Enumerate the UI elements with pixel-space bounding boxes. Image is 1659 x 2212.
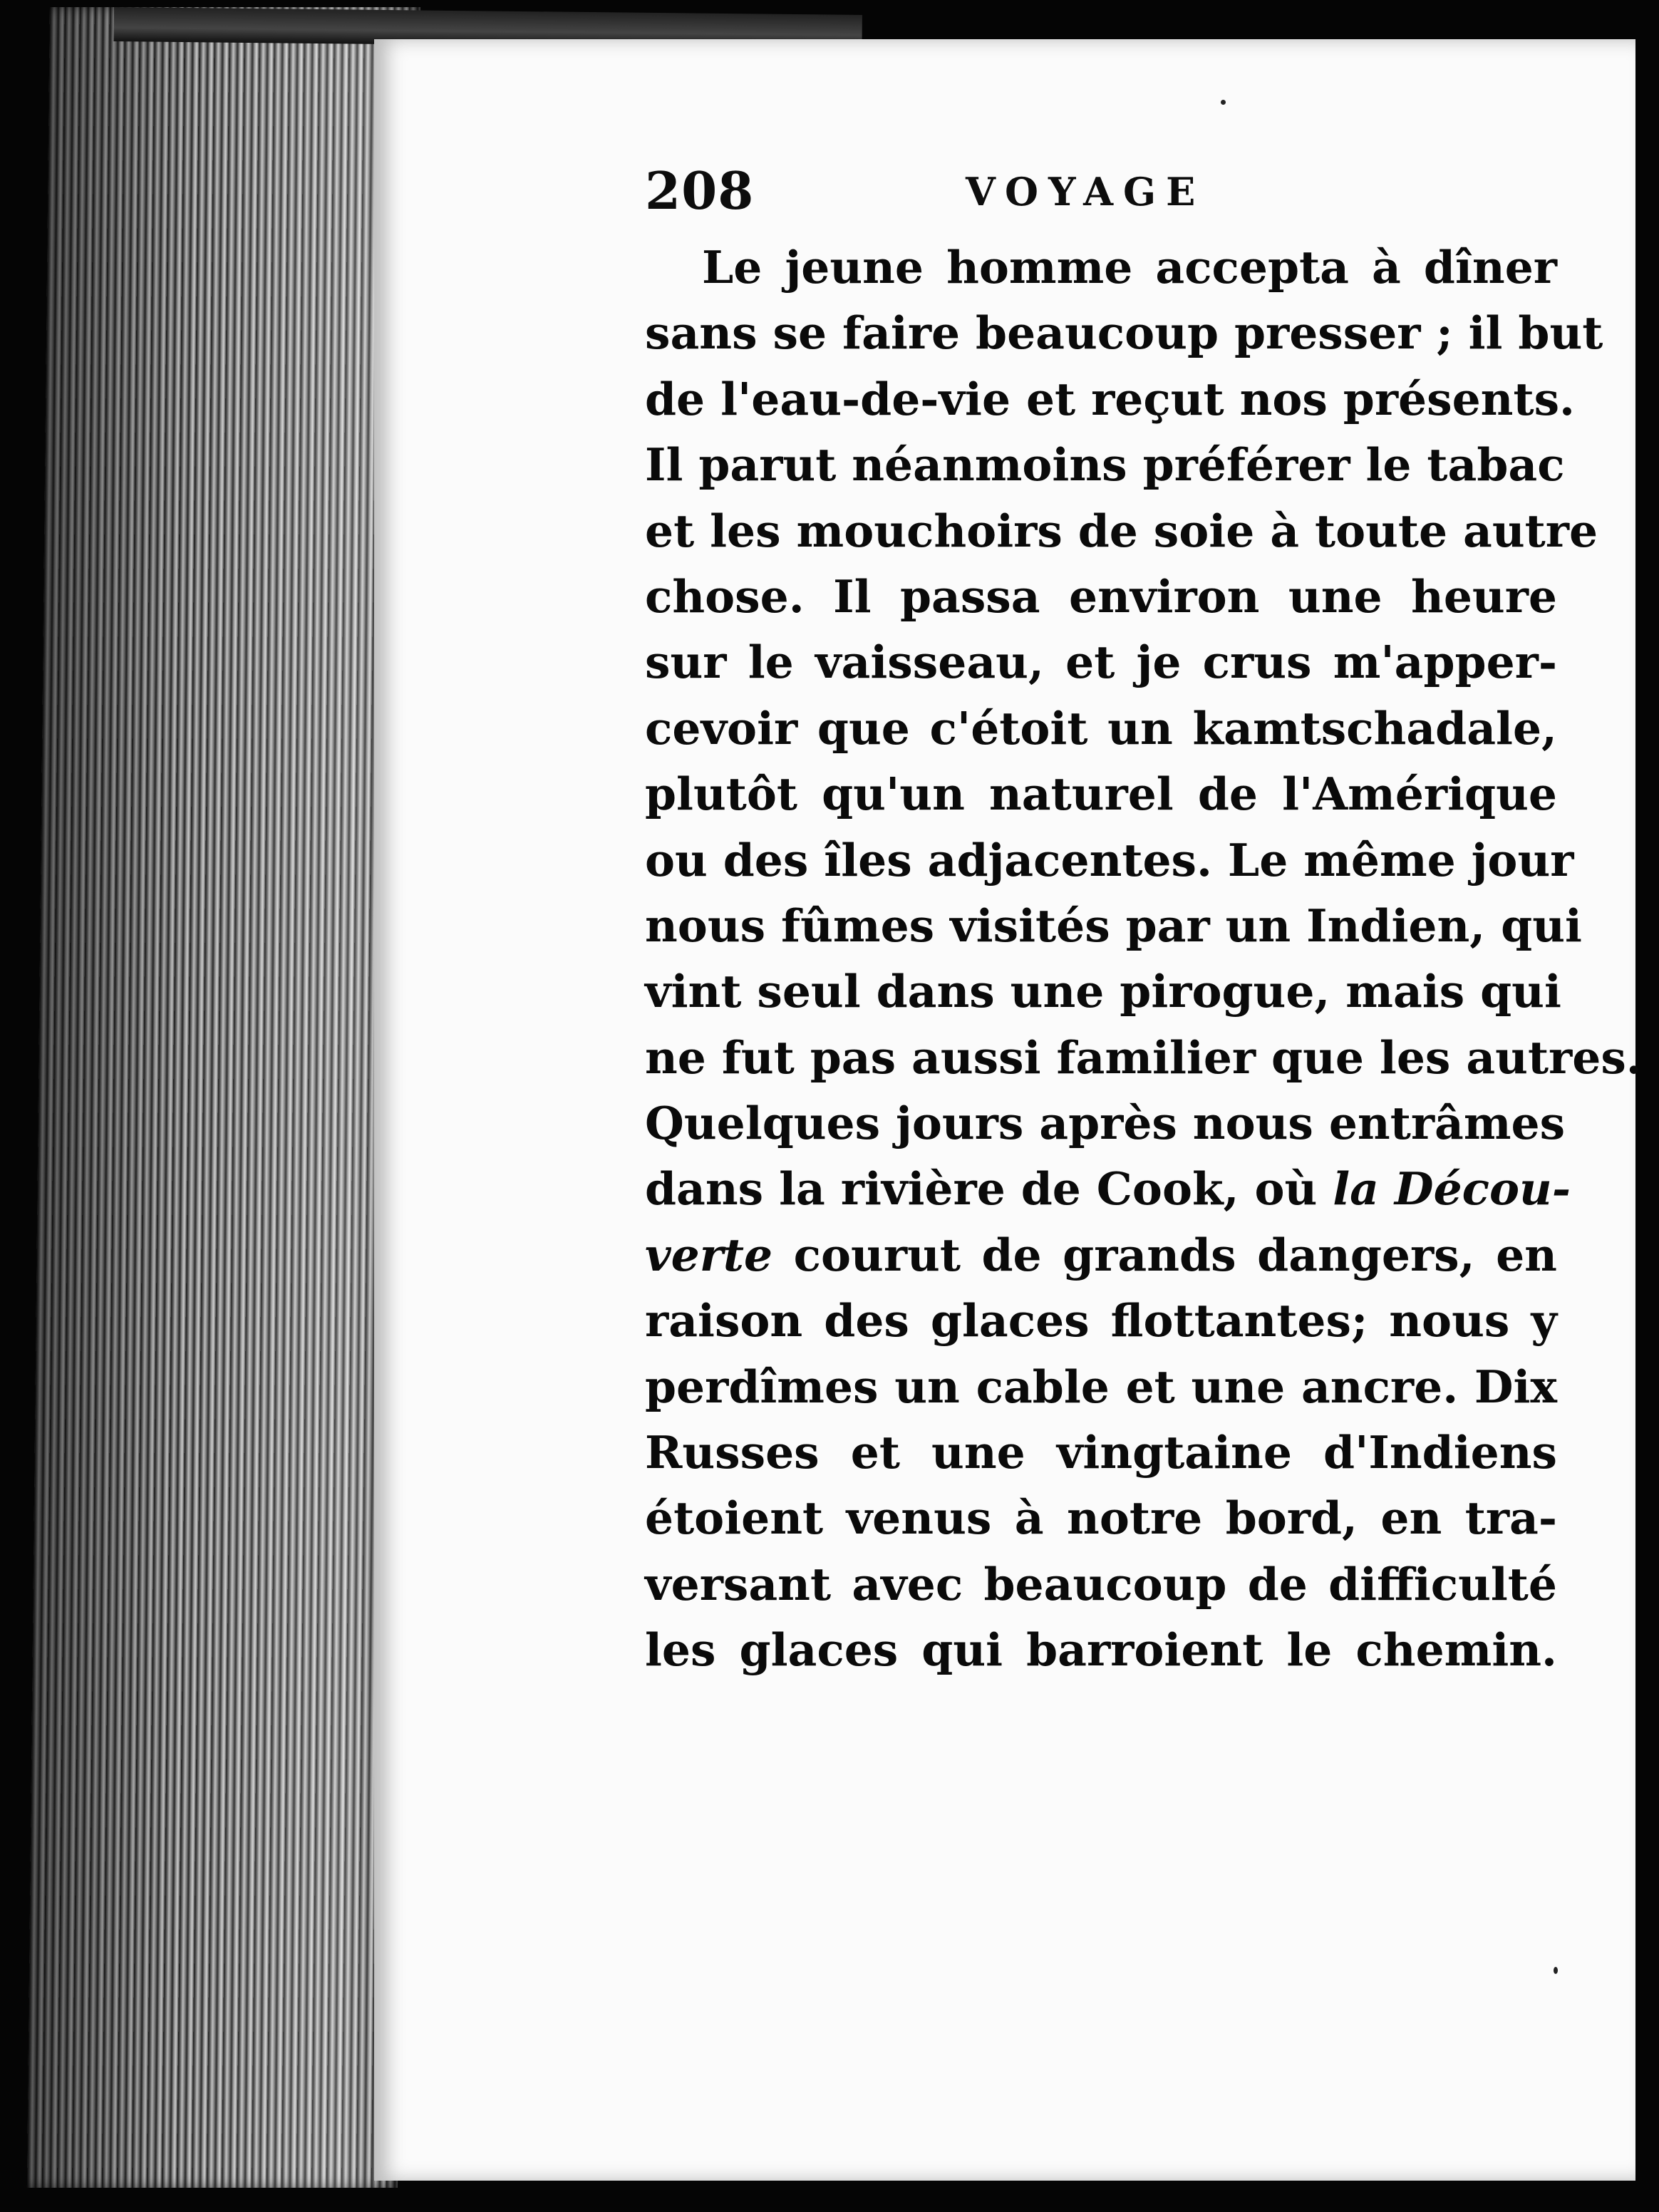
text-line — [645, 1156, 1571, 1221]
italic-ship-name: la Décou- — [1333, 1162, 1571, 1216]
text-line: cevoir que c'étoit un kamtschadale, — [645, 701, 1557, 755]
text-block — [645, 160, 1642, 1683]
text-line: les glaces qui barroient le chemin. — [645, 1623, 1557, 1677]
text-line: sur le vaisseau, et je crus m'apper- — [645, 636, 1557, 689]
text-line: de l'eau-de-vie et reçut nos présents. — [645, 372, 1575, 425]
text-line: plutôt qu'un naturel de l'Amérique — [645, 768, 1557, 821]
text-line: ou des îles adjacentes. Le même jour — [645, 833, 1574, 887]
text-line: Il parut néanmoins préférer le tabac — [645, 438, 1565, 492]
text-line: sans se faire beaucoup presser ; il but — [645, 306, 1603, 360]
text-line: Le jeune homme accepta à dîner — [702, 241, 1557, 294]
text-segment: courut de grands dangers, en — [772, 1228, 1557, 1281]
text-line: ne fut pas aussi familier que les autres. — [645, 1030, 1642, 1084]
book-page-edges — [27, 7, 420, 2188]
text-segment: dans la rivière de Cook, où — [645, 1162, 1333, 1216]
text-line: Russes et une vingtaine d'Indiens — [645, 1426, 1557, 1479]
text-line: vint seul dans une pirogue, mais qui — [645, 965, 1561, 1018]
italic-ship-name: verte — [645, 1228, 773, 1281]
ink-speck — [1221, 100, 1226, 105]
text-line — [645, 1222, 1557, 1288]
text-line: étoient venus à notre bord, en tra- — [645, 1492, 1557, 1545]
text-line: et les mouchoirs de soie à toute autre — [645, 504, 1598, 557]
body-text — [645, 234, 1642, 1683]
text-line: Quelques jours après nous entrâmes — [645, 1097, 1566, 1150]
text-line: raison des glaces flottantes; nous y — [645, 1294, 1557, 1348]
text-line: versant avec beaucoup de difficulté — [645, 1557, 1557, 1611]
text-line: chose. Il passa environ une heure — [645, 569, 1557, 623]
running-title: VOYAGE — [966, 169, 1206, 215]
book-page — [374, 39, 1642, 2181]
text-line: perdîmes un cable et une ancre. Dix — [645, 1360, 1557, 1413]
page-number: 208 — [645, 160, 755, 221]
text-line: nous fûmes visités par un Indien, qui — [645, 899, 1582, 952]
running-head — [645, 160, 1557, 229]
ink-speck — [1554, 1967, 1558, 1974]
